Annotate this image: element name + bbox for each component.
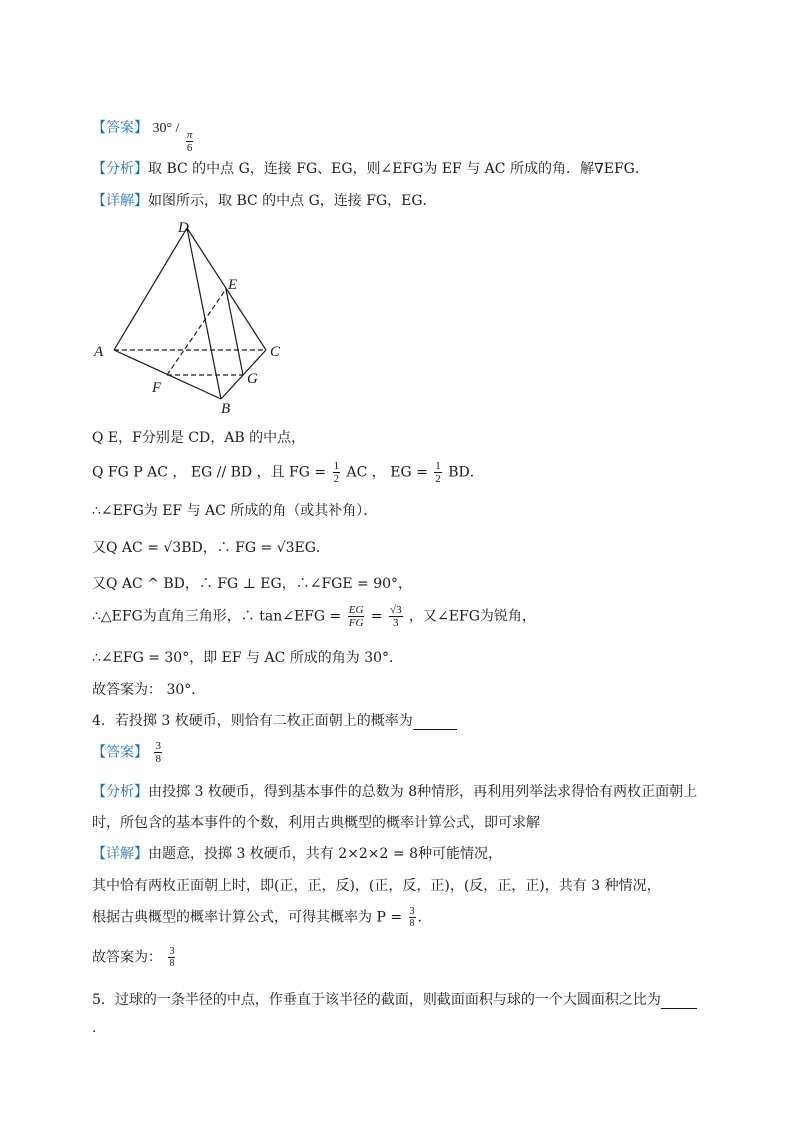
q3-step6	[92, 604, 536, 629]
label-g: G	[247, 371, 258, 387]
fraction-denominator: 3	[393, 617, 399, 629]
q3-detail-line	[92, 190, 437, 210]
q4-detail-line-2: 其中恰有两枚正面朝上时，即(正，正，反)，(正，反，正)，(反，正，正)，共有 3 种情况，	[92, 878, 661, 894]
q3-conclusion: 故答案为： 30°．	[92, 682, 206, 698]
answer-blank	[413, 715, 457, 730]
q5-trail: .	[92, 1020, 97, 1036]
label-a: A	[94, 344, 104, 360]
q3-step4: 又Q AC = √3BD，∴ FG = √3EG．	[92, 540, 330, 556]
analysis-tag: 【分析】	[92, 161, 148, 177]
answer-tag: 【答案】	[92, 744, 148, 761]
fraction-numerator: 3	[409, 906, 415, 917]
step2-part-b: AC ， EG =	[346, 464, 428, 481]
step2-fraction-1	[333, 460, 341, 485]
q3-step2	[92, 460, 484, 485]
label-f: F	[152, 380, 162, 396]
fraction-denominator: 8	[409, 918, 415, 929]
q4-answer-line	[92, 740, 164, 765]
conclusion-fraction	[168, 946, 175, 969]
answer-fraction	[186, 129, 194, 154]
q4-question	[92, 710, 457, 730]
step6-fraction-2	[389, 604, 403, 629]
detail-line3-text: 根据古典概型的概率计算公式，可得其概率为 P =	[92, 909, 403, 926]
fraction-numerator: EG	[348, 604, 364, 616]
fraction-denominator: FG	[348, 617, 364, 629]
q4-analysis-line-2: 时，所包含的基本事件的个数，利用古典概型的概率计算公式，即可求解	[92, 815, 540, 831]
step2-part-c: BD．	[448, 464, 484, 481]
q4-question-text: 4．若投掷 3 枚硬币，则恰有二枚正面朝上的概率为	[92, 713, 413, 729]
fraction-numerator: π	[186, 129, 193, 141]
fraction-denominator: 2	[333, 473, 340, 485]
step2-part-a: Q FG P AC ， EG // BD ，且 FG =	[92, 464, 327, 481]
q3-analysis-line	[92, 158, 649, 178]
conclusion-text: 故答案为：	[92, 949, 162, 966]
analysis-text: 由投掷 3 枚硬币，得到基本事件的总数为 8种情形，再利用列举法求得恰有两枚正面朝上	[148, 784, 698, 800]
q4-detail-line-3	[92, 906, 422, 929]
probability-fraction	[409, 906, 416, 929]
segment-fe-hidden	[167, 289, 226, 375]
edge-da	[114, 228, 187, 350]
label-d: D	[178, 220, 189, 236]
q4-detail-line-1	[92, 843, 502, 863]
detail-text: 由题意，投掷 3 枚硬币，共有 2×2×2 = 8种可能情况，	[148, 846, 502, 862]
step6-fraction-1	[348, 604, 365, 629]
fraction-numerator: 1	[435, 460, 441, 472]
label-c: C	[270, 344, 281, 360]
q5-question	[92, 989, 697, 1009]
q3-answer-line	[92, 117, 195, 154]
q3-step1: Q E，F分别是 CD，AB 的中点，	[92, 430, 306, 446]
answer-tag: 【答案】	[92, 120, 148, 136]
q4-analysis-line-1	[92, 781, 697, 801]
step6-part-b: ，又∠EFG为锐角，	[409, 608, 536, 625]
q3-step7: ∴∠EFG = 30°，即 EF 与 AC 所成的角为 30°．	[92, 650, 404, 666]
fraction-numerator: 1	[333, 460, 340, 472]
q5-question-text: 5．过球的一条半径的中点，作垂直于该半径的截面，则截面面积与球的一个大圆面积之比为	[92, 992, 661, 1008]
step6-part-a: ∴△EFG为直角三角形，∴ tan∠EFG =	[92, 608, 342, 625]
tetrahedron-figure	[90, 217, 290, 417]
fraction-numerator: 3	[155, 740, 161, 752]
q3-step5: 又Q AC ^ BD，∴ FG ⊥ EG，∴∠FGE = 90°，	[92, 576, 413, 592]
fraction-denominator: 8	[169, 958, 175, 969]
fraction-numerator: 3	[169, 946, 175, 957]
fraction-numerator: √3	[390, 604, 402, 616]
q3-step3: ∴∠EFG为 EF 与 AC 所成的角（或其补角）．	[92, 503, 378, 519]
fraction-denominator: 6	[186, 142, 193, 154]
fraction-denominator: 8	[155, 753, 161, 765]
step2-fraction-2	[434, 460, 442, 485]
analysis-tag: 【分析】	[92, 784, 148, 800]
detail-tag: 【详解】	[92, 846, 148, 862]
q4-conclusion	[92, 946, 177, 969]
answer-value: 30° /	[152, 121, 180, 136]
label-b: B	[221, 401, 231, 417]
answer-fraction	[154, 740, 162, 765]
answer-blank	[661, 994, 697, 1009]
detail-text: 如图所示，取 BC 的中点 G，连接 FG，EG．	[148, 193, 437, 209]
label-e: E	[228, 277, 238, 293]
detail-tag: 【详解】	[92, 193, 148, 209]
detail-line3-end: .	[417, 909, 422, 926]
fraction-denominator: 2	[435, 473, 441, 485]
analysis-text: 取 BC 的中点 G，连接 FG、EG，则∠EFG为 EF 与 AC 所成的角．解∇EFG．	[148, 161, 649, 177]
step6-equals: =	[370, 608, 383, 625]
